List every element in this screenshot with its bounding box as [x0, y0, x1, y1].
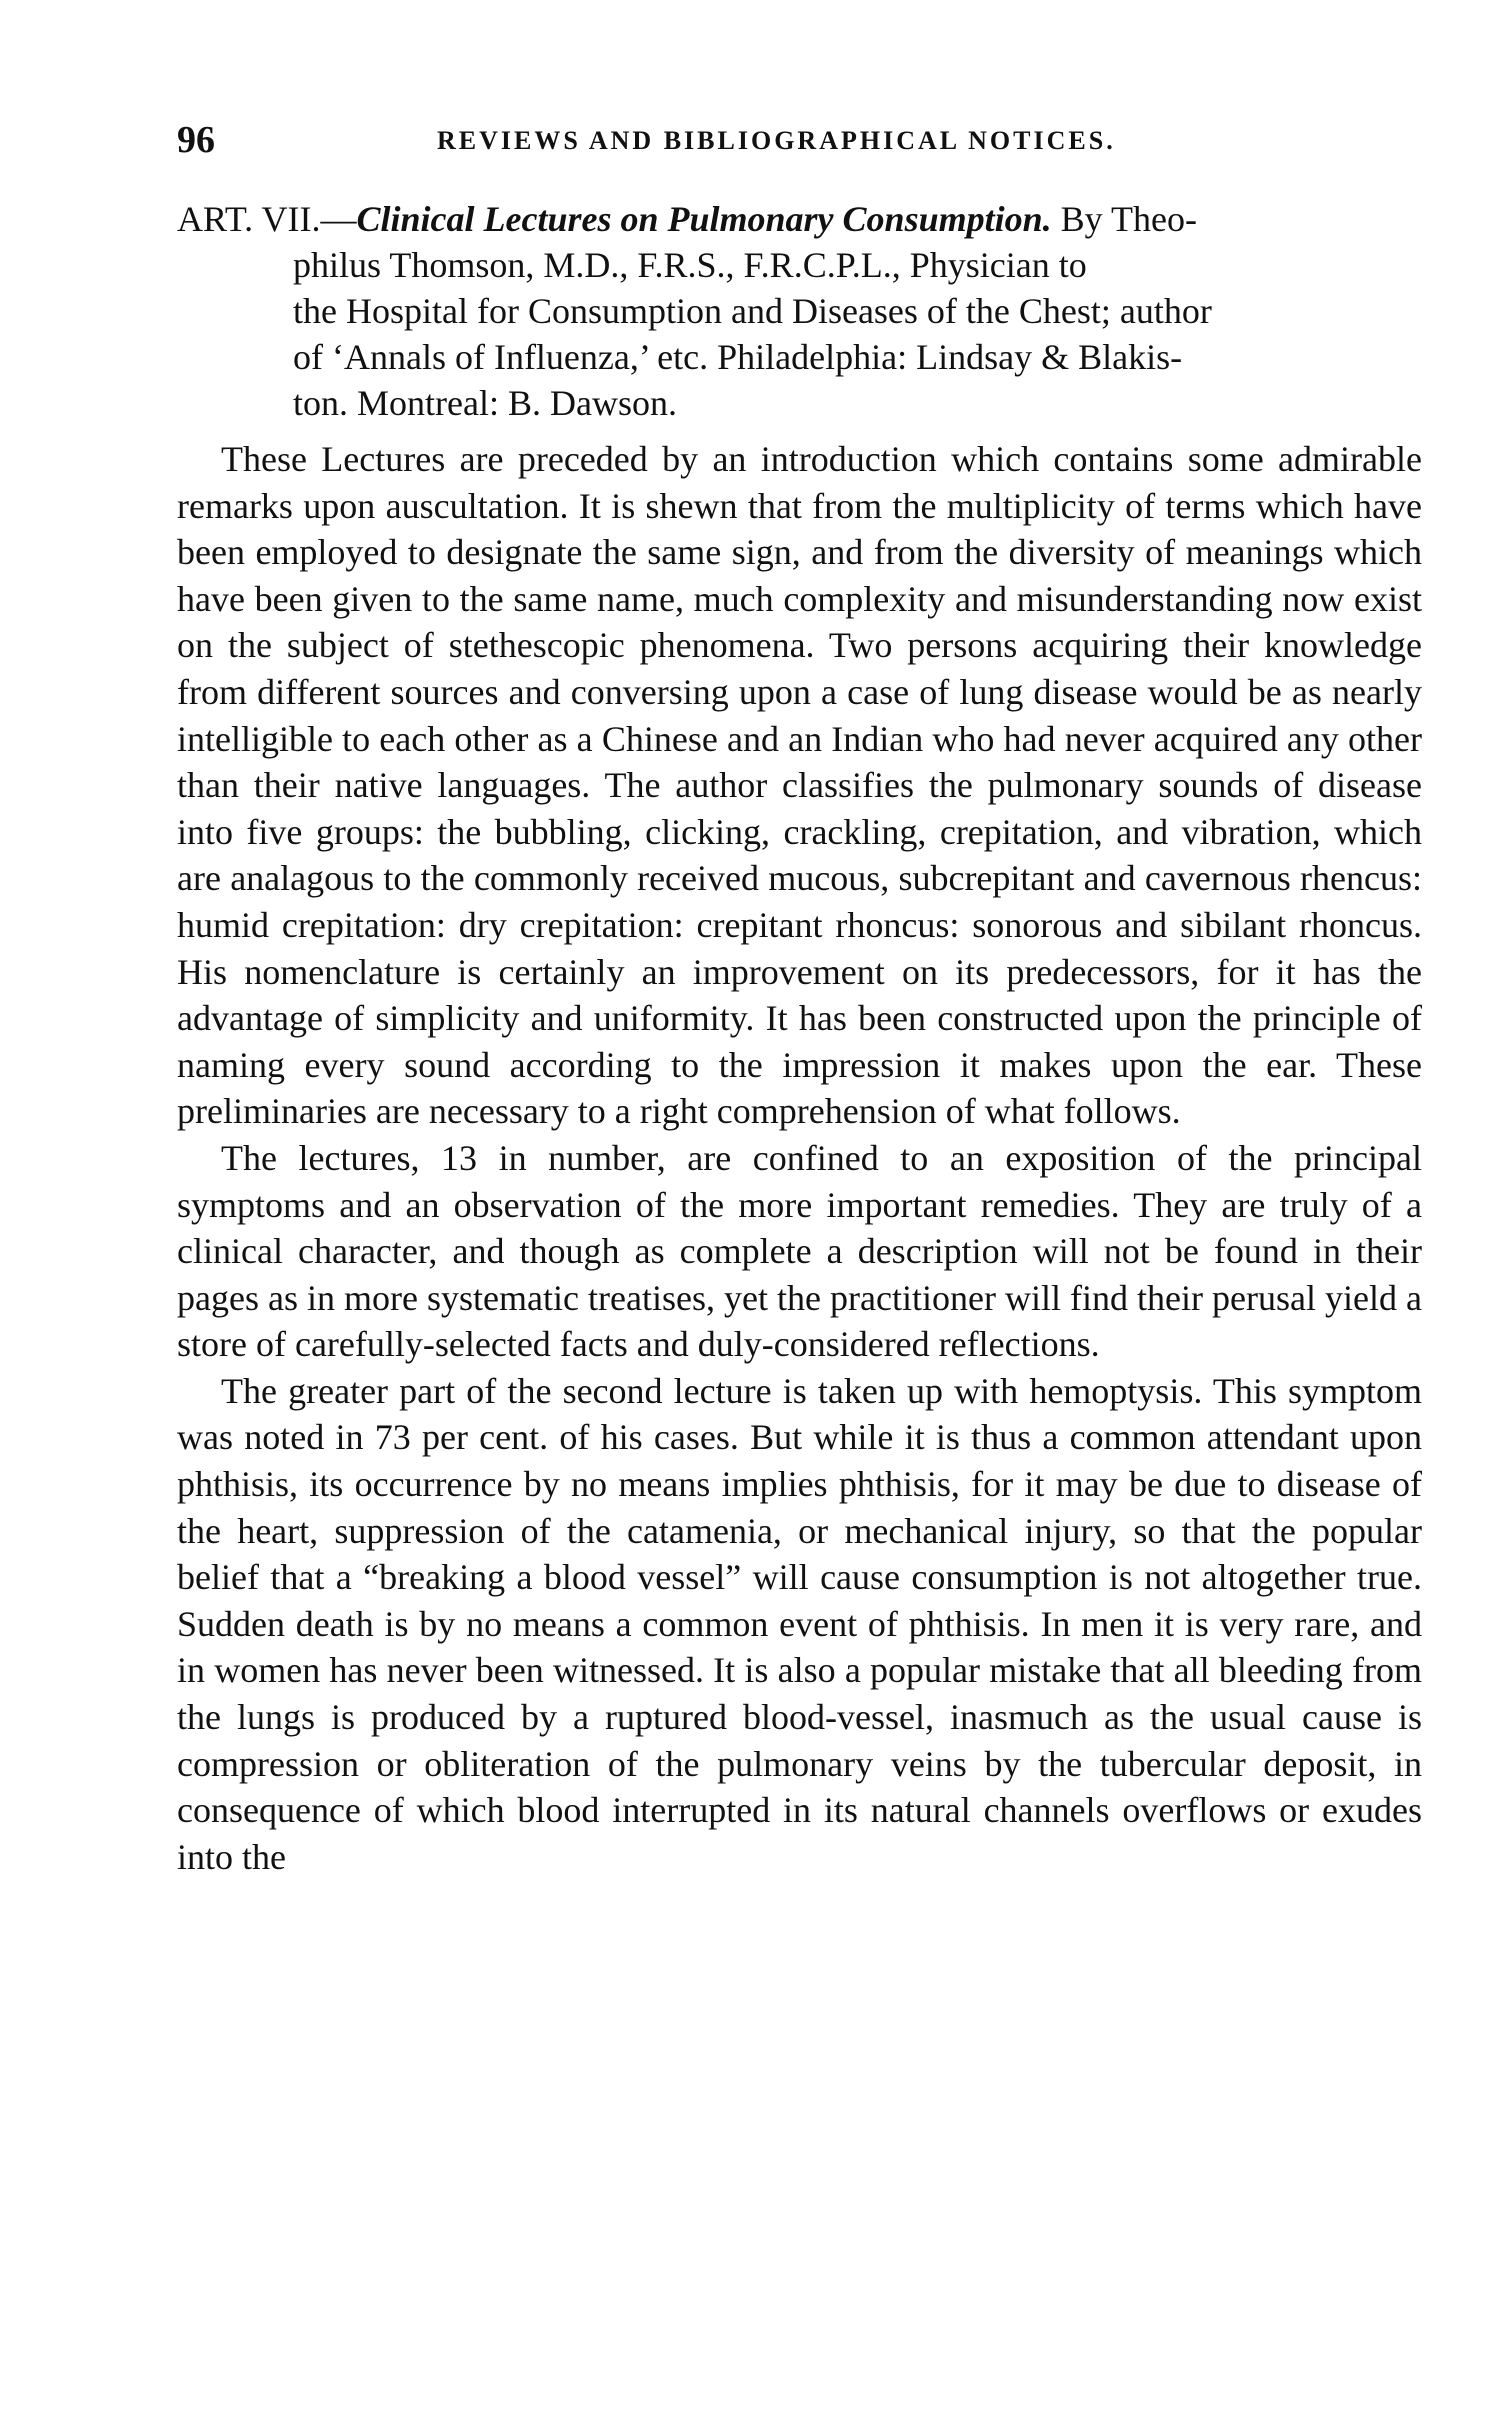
page-number: 96 — [177, 119, 215, 161]
article-title: Clinical Lectures on Pulmonary Consumption. — [356, 199, 1052, 239]
paragraph: The lectures, 13 in number, are confined to an exposition of the principal symptoms and an observation of the more important remedies. They are truly of a clinical character, and though as complete a description will not be found in their pages as in more systematic treatises, yet the practitioner will find their perusal yield a store of carefully-selected facts and duly-considered reflections. — [177, 1137, 1422, 1365]
article-label: ART. VII.— — [177, 199, 357, 239]
byline-line: of ‘Annals of Influenza,’ etc. Philadelphia: Lindsay & Blakis- — [293, 337, 1183, 377]
byline-line: the Hospital for Consumption and Diseases of the Chest; author — [293, 291, 1212, 331]
byline-line: philus Thomson, M.D., F.R.S., F.R.C.P.L., Physician to — [293, 245, 1087, 285]
running-head — [177, 118, 1417, 168]
byline-line: By Theo- — [1060, 199, 1197, 239]
running-title: REVIEWS AND BIBLIOGRAPHICAL NOTICES. — [437, 126, 1116, 155]
article-heading — [177, 196, 1422, 426]
article-heading-line-1 — [177, 196, 1422, 242]
paragraph: The greater part of the second lecture is taken up with hemoptysis. This symptom was noted in 73 per cent. of his cases. But while it is thus a common attendant upon phthisis, its occurrence by no means implies phthisis, for it may be due to disease of the heart, suppression of the catamenia, or mechanical injury, so that the popular belief that a “breaking a blood vessel” will cause consumption is not altogether true. Sudden death is by no means a common event of phthisis. In men it is very rare, and in women has never been witnessed. It is also a popular mistake that all bleeding from the lungs is produced by a ruptured blood-vessel, inasmuch as the usual cause is compression or obliteration of the pulmonary veins by the tubercular deposit, in consequence of which blood interrupted in its natural channels overflows or exudes into the — [177, 1370, 1422, 1877]
review-body — [177, 436, 1422, 1880]
byline-line: ton. Montreal: B. Dawson. — [293, 383, 677, 423]
paragraph: These Lectures are preceded by an introduction which contains some admirable remarks upon auscultation. It is shewn that from the multiplicity of terms which have been employed to designate the same sign, and from the diversity of meanings which have been given to the same name, much complexity and misunderstanding now exist on the subject of stethescopic phenomena. Two persons acquiring their knowledge from different sources and conversing upon a case of lung disease would be as nearly intelligible to each other as a Chinese and an Indian who had never acquired any other than their native languages. The author classifies the pulmonary sounds of disease into five groups: the bubbling, clicking, crackling, crepitation, and vibration, which are analagous to the commonly received mucous, subcrepitant and cavernous rhencus: humid crepitation: dry crepitation: crepitant rhoncus: sonorous and sibilant rhoncus. His nomenclature is certainly an improvement on its predecessors, for it has the advantage of simplicity and uniformity. It has been constructed upon the principle of naming every sound according to the impression it makes upon the ear. These preliminaries are necessary to a right comprehension of what follows. — [177, 439, 1422, 1132]
